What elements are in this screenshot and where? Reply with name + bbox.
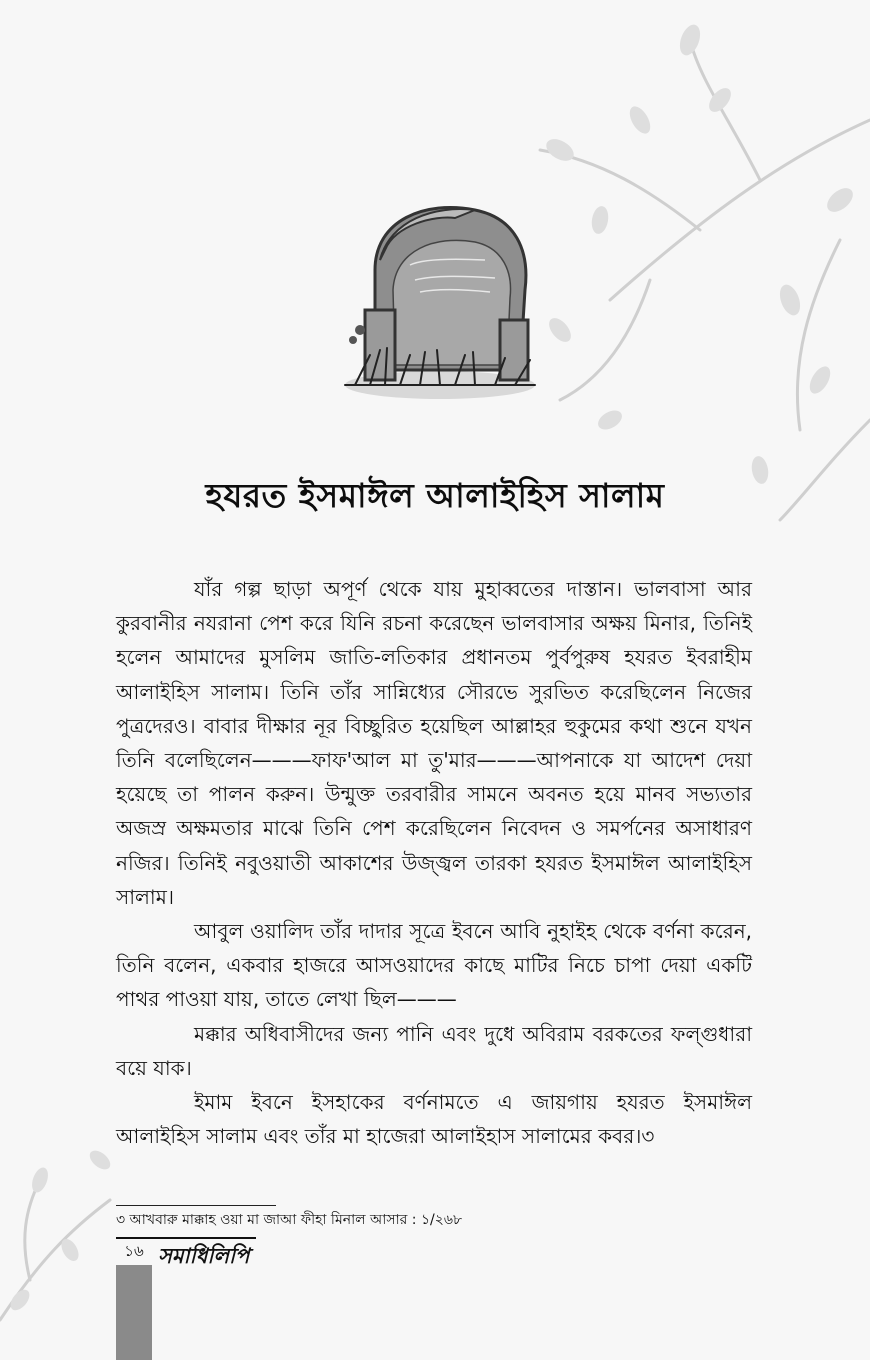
book-name: সমাধিলিপি	[158, 1243, 250, 1268]
footnote: ৩ আখবারু মাক্কাহ ওয়া মা জাআ ফীহা মিনাল আসার : ১/২৬৮	[116, 1212, 463, 1228]
page-edge-tab	[116, 1265, 152, 1360]
chapter-title: হযরত ইসমাঈল আলাইহিস সালাম	[205, 476, 665, 515]
paragraph-3: মক্কার অধিবাসীদের জন্য পানি এবং দুধে অবিরাম বরকতের ফল্গুধারা বয়ে যাক।	[116, 1021, 752, 1080]
folio-divider	[116, 1237, 256, 1239]
paragraph-4: ইমাম ইবনে ইসহাকের বর্ণনামতে এ জায়গায় হযরত ইসমাঈল আলাইহিস সালাম এবং তাঁর মা হাজেরা আলাইহাস সালামের কবর।৩	[116, 1090, 752, 1149]
page-number: ১৬	[124, 1242, 144, 1260]
gravestone-illustration	[325, 180, 555, 420]
paragraph-1: যাঁর গল্প ছাড়া অপূর্ণ থেকে যায় মুহাব্বতের দাস্তান। ভালবাসা আর কুরবানীর নযরানা পেশ করে যিনি রচনা করেছেন ভালবাসার অক্ষয় মিনার, তিনিই হলেন আমাদের মুসলিম জাতি-লতিকার প্রধানতম পুর্বপুরুষ হযরত ইবরাহীম আলাইহিস সালাম। তিনি তাঁর সান্নিধ্যের সৌরভে সুরভিত করেছিলেন নিজের পুত্রদেরও। বাবার দীক্ষার নূর বিচ্ছুরিত হয়েছিল আল্লাহর হুকুমের কথা শুনে যখন তিনি বলেছিলেন———ফাফ'আল মা তু'মার———আপনাকে যা আদেশ দেয়া হয়েছে তা পালন করুন। উন্মুক্ত তরবারীর সামনে অবনত হয়ে মানব সভ্যতার অজস্র অক্ষমতার মাঝে তিনি পেশ করেছিলেন নিবেদন ও সমর্পনের অসাধারণ নজির। তিনিই নবুওয়াতী আকাশের উজ্জ্বল তারকা হযরত ইসমাঈল আলাইহিস সালাম।	[116, 577, 752, 909]
footnote-divider	[116, 1205, 276, 1206]
body-text	[116, 572, 752, 1153]
paragraph-2: আবুল ওয়ালিদ তাঁর দাদার সূত্রে ইবনে আবি নুহাইহ থেকে বর্ণনা করেন, তিনি বলেন, একবার হাজরে আসওয়াদের কাছে মাটির নিচে চাপা দেয়া একটি পাথর পাওয়া যায়, তাতে লেখা ছিল———	[116, 919, 752, 1012]
